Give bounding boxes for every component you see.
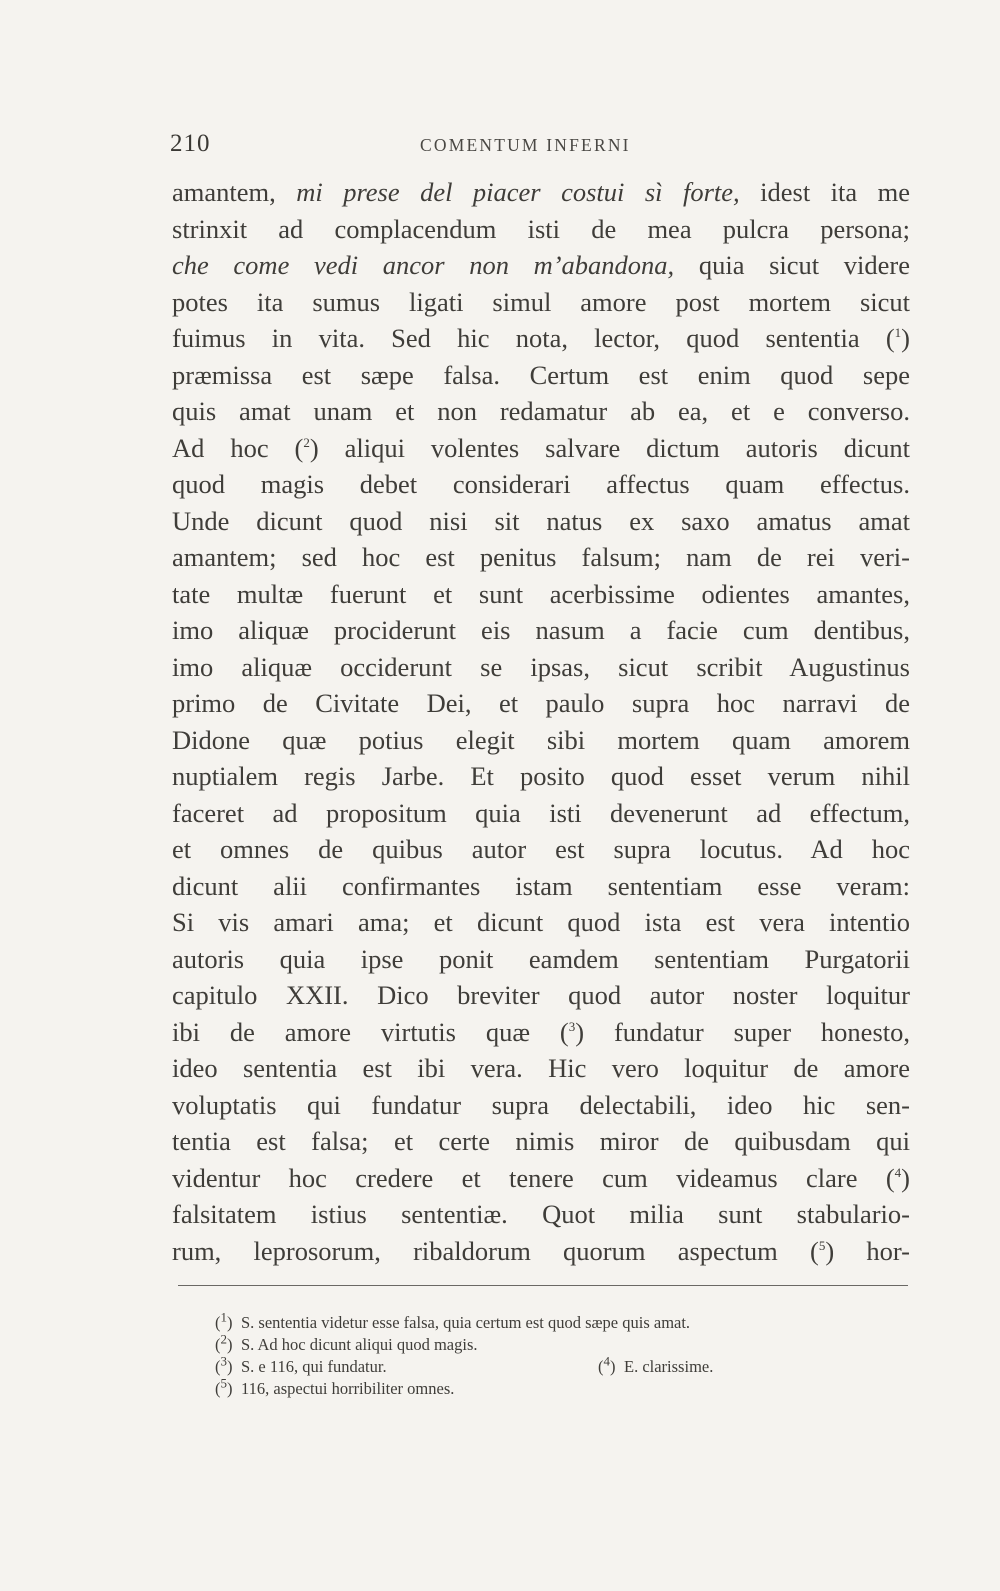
footnote: ($^5$) 116, aspectui horribiliter omnes. bbox=[215, 1375, 455, 1398]
text-line: autoris quia ipse ponit eamdem sententiam Purgatorii bbox=[172, 943, 910, 974]
footnote-mark: 2 bbox=[220, 1331, 227, 1347]
footnotes bbox=[215, 1309, 905, 1400]
text-line: tentia est falsa; et certe nimis miror de quibusdam qui bbox=[172, 1126, 910, 1156]
text-line: strinxit ad complacendum isti de mea pulcra persona; bbox=[172, 213, 910, 244]
text-line: imo aliquæ prociderunt eis nasum a facie cum dentibus, bbox=[172, 615, 910, 645]
text-line: capitulo XXII. Dico breviter quod autor noster loquitur bbox=[172, 980, 910, 1010]
footnote-divider bbox=[178, 1285, 908, 1286]
body-text bbox=[172, 174, 910, 1269]
text-line: præmissa est sæpe falsa. Certum est enim quod sepe bbox=[172, 359, 910, 390]
text-line: et omnes de quibus autor est supra locutus. Ad hoc bbox=[172, 834, 910, 864]
text-line: faceret ad propositum quia isti devenerunt ad effectum, bbox=[172, 797, 910, 828]
footnote-text: S. Ad hoc dicunt aliqui quod magis. bbox=[241, 1335, 478, 1354]
text-line: videntur hoc credere et tenere cum videamus clare ($^4$) bbox=[172, 1162, 910, 1193]
footnote: ($^2$) S. Ad hoc dicunt aliqui quod magis. bbox=[215, 1331, 478, 1354]
page-header bbox=[170, 130, 910, 164]
text-line: Si vis amari ama; et dicunt quod ista est vera intentio bbox=[172, 907, 910, 937]
footnote-ref: 2 bbox=[303, 434, 310, 450]
footnote-ref: 5 bbox=[818, 1237, 826, 1253]
footnote-mark: 1 bbox=[220, 1309, 227, 1325]
footnote-text: S. e 116, qui fundatur. bbox=[241, 1357, 387, 1376]
footnote-ref: 1 bbox=[894, 325, 902, 341]
text-line: ideo sententia est ibi vera. Hic vero loquitur de amore bbox=[172, 1053, 910, 1083]
text-line: imo aliquæ occiderunt se ipsas, sicut scribit Augustinus bbox=[172, 651, 910, 682]
text-line: primo de Civitate Dei, et paulo supra hoc narravi de bbox=[172, 688, 910, 718]
running-title: COMENTUM INFERNI bbox=[420, 135, 631, 155]
italic-quote: che come vedi ancor non m’abandona, bbox=[172, 250, 675, 280]
italic-quote: mi prese del piacer costui sì forte, bbox=[296, 177, 740, 207]
footnote-ref: 4 bbox=[894, 1164, 902, 1180]
footnote-text: 116, aspectui horribiliter omnes. bbox=[241, 1379, 455, 1398]
text-line: dicunt alii confirmantes istam sententiam esse veram: bbox=[172, 870, 910, 901]
footnote: ($^3$) S. e 116, qui fundatur. ($^4$) E. clarissime. bbox=[215, 1353, 714, 1376]
footnote: ($^1$) S. sententia videtur esse falsa, quia certum est quod sæpe quis amat. bbox=[215, 1309, 691, 1332]
footnote-mark: 3 bbox=[220, 1353, 227, 1369]
footnote-mark: 5 bbox=[220, 1375, 227, 1391]
text-line: quis amat unam et non redamatur ab ea, et e converso. bbox=[172, 396, 910, 426]
text-line: tate multæ fuerunt et sunt acerbissime odientes amantes, bbox=[172, 578, 910, 609]
footnote-text: S. sententia videtur esse falsa, quia certum est quod sæpe quis amat. bbox=[241, 1313, 691, 1332]
text-line: nuptialem regis Jarbe. Et posito quod esset verum nihil bbox=[172, 761, 910, 791]
footnote: ($^4$) E. clarissime. bbox=[598, 1353, 714, 1376]
text-line: potes ita sumus ligati simul amore post mortem sicut bbox=[172, 286, 910, 317]
text-line: che come vedi ancor non m’abandona, quia sicut videre bbox=[172, 250, 910, 280]
text-line: amantem; sed hoc est penitus falsum; nam de rei veri- bbox=[172, 542, 910, 572]
text-line: voluptatis qui fundatur supra delectabili, ideo hic sen- bbox=[172, 1089, 910, 1120]
text-line: quod magis debet considerari affectus quam effectus. bbox=[172, 469, 910, 499]
footnote-mark: 4 bbox=[603, 1353, 610, 1369]
text-line: ibi de amore virtutis quæ ($^3$) fundatur super honesto, bbox=[172, 1016, 910, 1047]
footnote-text: E. clarissime. bbox=[624, 1357, 714, 1376]
text-line: Didone quæ potius elegit sibi mortem quam amorem bbox=[172, 724, 910, 755]
text-line: rum, leprosorum, ribaldorum quorum aspectum ($^5$) hor- bbox=[172, 1235, 910, 1266]
page-number: 210 bbox=[170, 130, 211, 157]
text-line: amantem, mi prese del piacer costui sì forte, idest ita me bbox=[172, 177, 910, 207]
text-line: falsitatem istius sententiæ. Quot milia sunt stabulario- bbox=[172, 1199, 910, 1229]
text-line: Unde dicunt quod nisi sit natus ex saxo amatus amat bbox=[172, 505, 910, 536]
footnote-ref: 3 bbox=[568, 1018, 576, 1034]
text-line: fuimus in vita. Sed hic nota, lector, quod sententia ($^1$) bbox=[172, 323, 910, 353]
text-line: Ad hoc ($^2$) aliqui volentes salvare dictum autoris dicunt bbox=[172, 432, 910, 463]
